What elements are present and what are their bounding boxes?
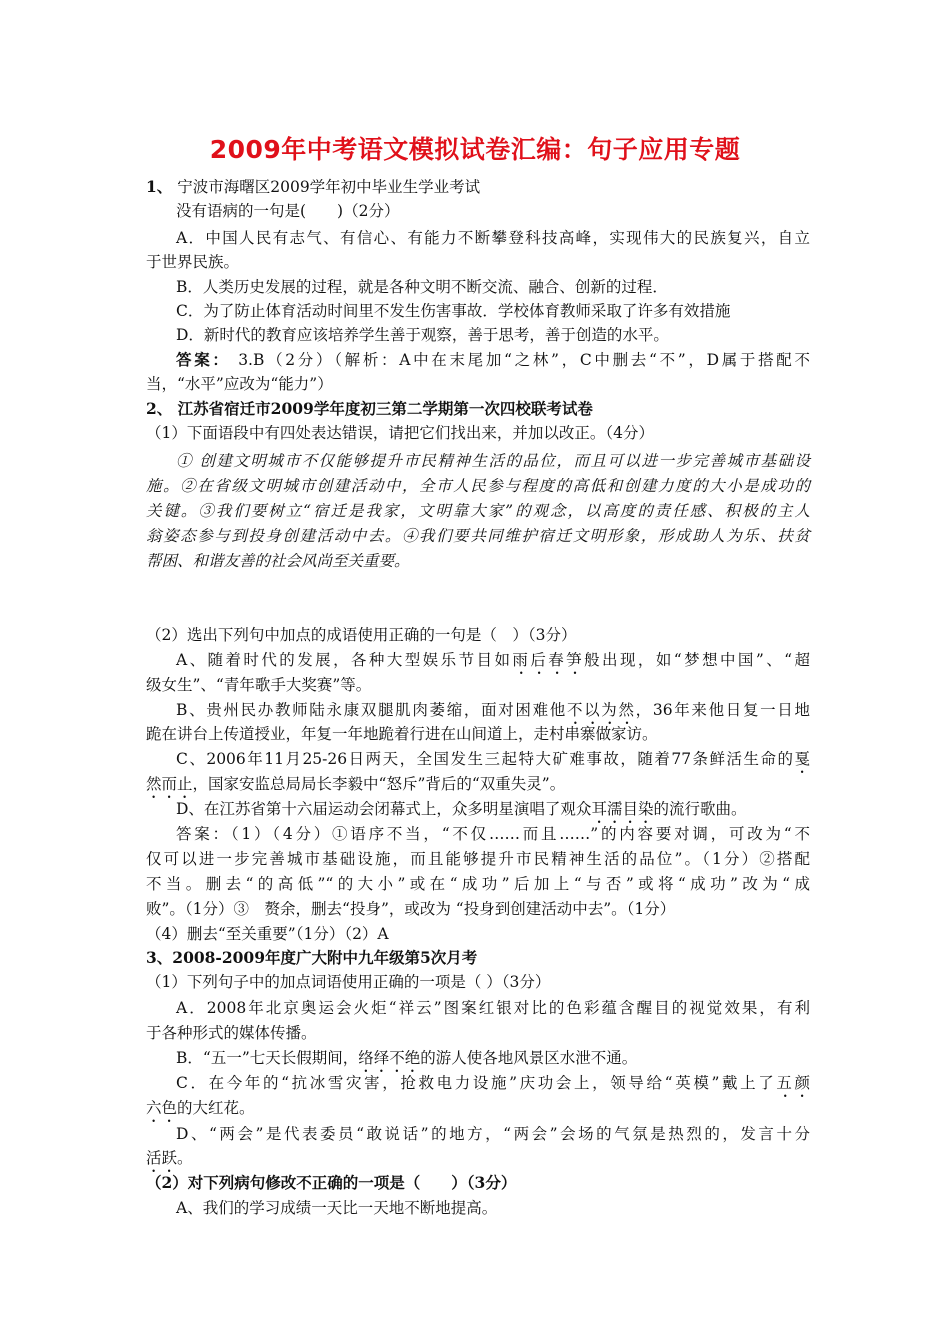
passage-line2: 施。②在省级文明城市创建活动中，全市人民参与程度的高低和创建力度的大小是成功的 xyxy=(146,477,810,495)
dotted-idiom: 活跃 xyxy=(146,1149,178,1167)
option-d-line1: D、“两会”是代表委员“敢说话”的地方，“两会”会场的气氛是热烈的，发言十分 xyxy=(176,1125,810,1143)
passage-line1: ① 创建文明城市不仅能够提升市民精神生活的品位，而且可以进一步完善城市基础设 xyxy=(176,452,810,470)
passage-line4: 翁姿态参与到投身创建活动中去。④我们要共同维护宿迁文明形象，形成助人为乐、扶贫 xyxy=(146,527,810,545)
answer-line2: 当，“水平”应改为“能力”） xyxy=(146,375,333,393)
question-2: （2）选出下列句中加点的成语使用正确的一句是（ ）（3分） xyxy=(146,626,577,644)
text: 的流行歌曲。 xyxy=(653,800,747,818)
section-source: 宁波市海曙区2009学年初中毕业生学业考试 xyxy=(177,178,481,196)
answer-line1: 答案：（1）（4分）①语序不当，“不仅……而且……”的内容要对调，可改为“不 xyxy=(176,825,810,843)
question-1: （1）下面语段中有四处表达错误，请把它们找出来，并加以改正。（4分） xyxy=(146,424,654,442)
text: C、2006年11月25-26日两天，全国发生三起特大矿难事故，随着77条鲜活生命的 xyxy=(176,750,795,768)
section-number: 1、 xyxy=(146,177,173,196)
option-d: D．新时代的教育应该培养学生善于观察，善于思考，善于创造的水平。 xyxy=(176,326,669,344)
option-c: C．为了防止体育活动时间里不发生伤害事故．学校体育教师采取了许多有效措施 xyxy=(176,302,731,320)
dotted-idiom: 戛 xyxy=(794,750,810,768)
option-b: B．人类历史发展的过程，就是各种文明不断交流、融合、创新的过程． xyxy=(176,278,668,296)
answer-text: 3.B（2分）（解析：A中在末尾加“之林”，C中删去“不”，D属于搭配不 xyxy=(230,351,810,369)
text: A、随着时代的发展，各种大型娱乐节目如 xyxy=(176,651,513,669)
section-2-heading: 2、 江苏省宿迁市2009学年度初三第二学期第一次四校联考试卷 xyxy=(146,399,593,418)
text: B、贵州民办教师陆永康双腿肌肉萎缩，面对困难他 xyxy=(176,701,567,719)
text: 的游人使各地风景区水泄不通。 xyxy=(420,1049,638,1067)
answer-line5: （4）删去“至关重要”（1分）（2）A xyxy=(146,925,389,943)
answer-line4: 败”。（1分）③ 赘余，删去“投身”，或改为 “投身到创建活动中去”。（1分） xyxy=(146,900,676,918)
text: B．“五一”七天长假期间， xyxy=(176,1049,359,1067)
text: 。 xyxy=(177,1149,193,1167)
dotted-idiom: 然而止 xyxy=(146,775,193,793)
answer-label: 答案： xyxy=(176,350,231,369)
question-2: （2）对下列病句修改不正确的一项是（ ）（3分） xyxy=(146,1173,517,1192)
option-a-line1: A．2008年北京奥运会火炬“祥云”图案红银对比的色彩蕴含醒目的视觉效果，有利 xyxy=(176,999,810,1017)
option-a-line2: 于各种形式的媒体传播。 xyxy=(146,1024,317,1042)
section-1-heading xyxy=(146,175,810,199)
section-3-heading: 3、2008-2009年度广大附中九年级第5次月考 xyxy=(146,948,478,967)
text: ，国家安监总局局长李毅中“怒斥”背后的“双重失灵”。 xyxy=(192,775,566,793)
dotted-idiom: 络绎不绝 xyxy=(358,1049,421,1067)
dotted-idiom: 五颜 xyxy=(776,1074,810,1092)
option-a-line1: A．中国人民有志气、有信心、有能力不断攀登科技高峰，实现伟大的民族复兴，自立 xyxy=(176,229,810,247)
dotted-idiom: 六色 xyxy=(146,1099,178,1117)
dotted-idiom: 不以为然 xyxy=(566,701,636,719)
text: D、在江苏省第十六届运动会闭幕式上，众多明星演唱了观众 xyxy=(176,800,592,818)
option-a-line2: 于世界民族。 xyxy=(146,253,240,271)
option-b-line2: 跪在讲台上传道授业，年复一年地跪着行进在山间道上，走村串寨做家访。 xyxy=(146,725,658,743)
dotted-idiom: 雨后春笋 xyxy=(512,651,585,669)
question-2-option-a: A、我们的学习成绩一天比一天地不断地提高。 xyxy=(176,1199,498,1217)
question-1: （1）下列句子中的加点词语使用正确的一项是（ ）（3分） xyxy=(146,973,551,991)
text: ，36年来他日复一日地 xyxy=(635,701,810,719)
answer-line1 xyxy=(176,348,810,372)
text: 般出现，如“梦想中国”、“超 xyxy=(584,651,810,669)
text: C．在今年的“抗冰雪灾害，抢救电力设施”庆功会上，领导给“英模”戴上了 xyxy=(176,1074,777,1092)
answer-line3: 不当。删去“的高低”“的大小”或在“成功”后加上“与否”或将“成功”改为“成 xyxy=(146,875,810,893)
question-stem: 没有语病的一句是( )（2分） xyxy=(176,202,400,220)
text: 的大红花。 xyxy=(177,1099,255,1117)
page-title: 2009年中考语文模拟试卷汇编：句子应用专题 xyxy=(209,135,741,164)
option-a-line2: 级女生”、“青年歌手大奖赛”等。 xyxy=(146,676,372,694)
passage-line3: 关键。③我们要树立“宿迁是我家，文明靠大家”的观念，以高度的责任感、积极的主人 xyxy=(146,502,810,520)
dotted-idiom: 耳濡目染 xyxy=(591,800,654,818)
answer-line2: 仅可以进一步完善城市基础设施，而且能够提升市民精神生活的品位”。（1分）②搭配 xyxy=(146,850,810,868)
passage-line5: 帮困、和谐友善的社会风尚至关重要。 xyxy=(146,552,410,570)
